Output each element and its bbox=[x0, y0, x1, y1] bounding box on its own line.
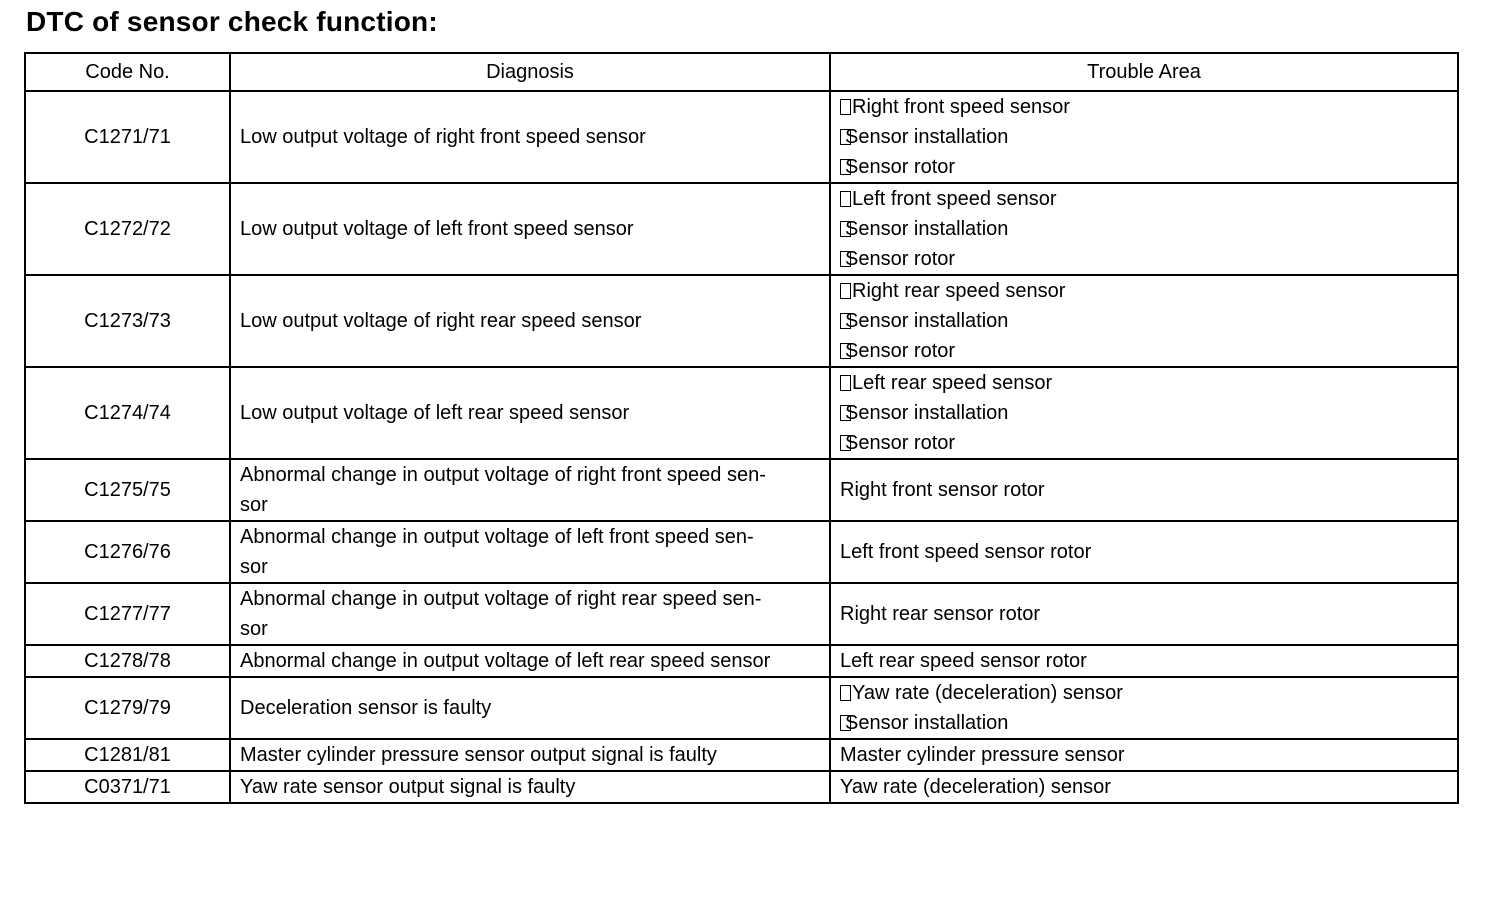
table-row bbox=[25, 645, 1458, 677]
trouble-area-item bbox=[840, 306, 1448, 336]
trouble-area-item bbox=[840, 122, 1448, 152]
code-cell: C1274/74 bbox=[25, 367, 230, 459]
dtc-table bbox=[24, 52, 1459, 804]
trouble-area-cell: Right front sensor rotor bbox=[830, 459, 1458, 521]
trouble-area-text: Sensor installation bbox=[845, 402, 1009, 424]
trouble-area-cell: Left rear speed sensor rotor bbox=[830, 645, 1458, 677]
trouble-area-text: Sensor rotor bbox=[845, 156, 956, 178]
page-title: DTC of sensor check function: bbox=[26, 6, 438, 37]
diagnosis-cell: Low output voltage of left rear speed sensor bbox=[230, 367, 830, 459]
code-cell: C1273/73 bbox=[25, 275, 230, 367]
column-header-trouble-area: Trouble Area bbox=[830, 53, 1458, 91]
diagnosis-line: sor bbox=[240, 494, 268, 516]
diagnosis-cell: Deceleration sensor is faulty bbox=[230, 677, 830, 739]
trouble-area-text: Sensor rotor bbox=[845, 248, 956, 270]
trouble-area-text: Sensor installation bbox=[845, 712, 1009, 734]
diagnosis-cell: Abnormal change in output voltage of left rear speed sensor bbox=[230, 645, 830, 677]
diagnosis-cell: Low output voltage of right rear speed sensor bbox=[230, 275, 830, 367]
checkbox-bullet-icon bbox=[840, 685, 851, 701]
code-cell: C0371/71 bbox=[25, 771, 230, 803]
table-row bbox=[25, 183, 1458, 275]
trouble-area-text: Sensor installation bbox=[845, 126, 1009, 148]
trouble-area-text: Right front speed sensor bbox=[852, 96, 1070, 118]
table-body bbox=[25, 91, 1458, 803]
trouble-area-cell: Right rear sensor rotor bbox=[830, 583, 1458, 645]
trouble-area-cell: Master cylinder pressure sensor bbox=[830, 739, 1458, 771]
trouble-area-text: Sensor installation bbox=[845, 310, 1009, 332]
trouble-area-item bbox=[840, 678, 1448, 708]
trouble-area-cell: Left front speed sensor rotor bbox=[830, 521, 1458, 583]
diagnosis-cell bbox=[230, 583, 830, 645]
trouble-area-item bbox=[840, 184, 1448, 214]
trouble-area-text: Sensor installation bbox=[845, 218, 1009, 240]
column-header-diagnosis: Diagnosis bbox=[230, 53, 830, 91]
checkbox-bullet-icon bbox=[840, 191, 851, 207]
code-cell: C1278/78 bbox=[25, 645, 230, 677]
trouble-area-text: Right rear speed sensor bbox=[852, 280, 1066, 302]
checkbox-bullet-icon bbox=[840, 99, 851, 115]
trouble-area-text: Left rear speed sensor bbox=[852, 372, 1053, 394]
code-cell: C1271/71 bbox=[25, 91, 230, 183]
table-row bbox=[25, 739, 1458, 771]
trouble-area-item bbox=[840, 276, 1448, 306]
trouble-area-text: Left front speed sensor bbox=[852, 188, 1057, 210]
table-row bbox=[25, 459, 1458, 521]
trouble-area-item bbox=[840, 214, 1448, 244]
diagnosis-cell bbox=[230, 521, 830, 583]
diagnosis-cell: Low output voltage of right front speed sensor bbox=[230, 91, 830, 183]
trouble-area-item bbox=[840, 398, 1448, 428]
trouble-area-text: Yaw rate (deceleration) sensor bbox=[852, 682, 1123, 704]
table-row bbox=[25, 367, 1458, 459]
table-row bbox=[25, 771, 1458, 803]
table-row bbox=[25, 677, 1458, 739]
trouble-area-item bbox=[840, 152, 1448, 182]
code-cell: C1276/76 bbox=[25, 521, 230, 583]
table-header bbox=[25, 53, 1458, 91]
code-cell: C1272/72 bbox=[25, 183, 230, 275]
header-row bbox=[25, 53, 1458, 91]
diagnosis-line: sor bbox=[240, 618, 268, 640]
diagnosis-line: sor bbox=[240, 556, 268, 578]
checkbox-bullet-icon bbox=[840, 283, 851, 299]
trouble-area-cell bbox=[830, 91, 1458, 183]
trouble-area-cell bbox=[830, 275, 1458, 367]
code-cell: C1279/79 bbox=[25, 677, 230, 739]
diagnosis-cell: Yaw rate sensor output signal is faulty bbox=[230, 771, 830, 803]
trouble-area-cell bbox=[830, 367, 1458, 459]
trouble-area-text: Sensor rotor bbox=[845, 432, 956, 454]
trouble-area-cell: Yaw rate (deceleration) sensor bbox=[830, 771, 1458, 803]
code-cell: C1275/75 bbox=[25, 459, 230, 521]
trouble-area-item bbox=[840, 92, 1448, 122]
code-cell: C1281/81 bbox=[25, 739, 230, 771]
diagnosis-line: Abnormal change in output voltage of left front speed sen- bbox=[240, 526, 754, 548]
trouble-area-cell bbox=[830, 677, 1458, 739]
table-row bbox=[25, 521, 1458, 583]
trouble-area-item bbox=[840, 336, 1448, 366]
diagnosis-cell: Low output voltage of left front speed sensor bbox=[230, 183, 830, 275]
column-header-code: Code No. bbox=[25, 53, 230, 91]
table-row bbox=[25, 91, 1458, 183]
diagnosis-cell: Master cylinder pressure sensor output signal is faulty bbox=[230, 739, 830, 771]
trouble-area-cell bbox=[830, 183, 1458, 275]
checkbox-bullet-icon bbox=[840, 375, 851, 391]
table-row bbox=[25, 583, 1458, 645]
trouble-area-item bbox=[840, 244, 1448, 274]
diagnosis-cell bbox=[230, 459, 830, 521]
trouble-area-item bbox=[840, 368, 1448, 398]
trouble-area-text: Sensor rotor bbox=[845, 340, 956, 362]
trouble-area-item bbox=[840, 708, 1448, 738]
code-cell: C1277/77 bbox=[25, 583, 230, 645]
diagnosis-line: Abnormal change in output voltage of right rear speed sen- bbox=[240, 588, 762, 610]
diagnosis-line: Abnormal change in output voltage of right front speed sen- bbox=[240, 464, 766, 486]
table-row bbox=[25, 275, 1458, 367]
trouble-area-item bbox=[840, 428, 1448, 458]
